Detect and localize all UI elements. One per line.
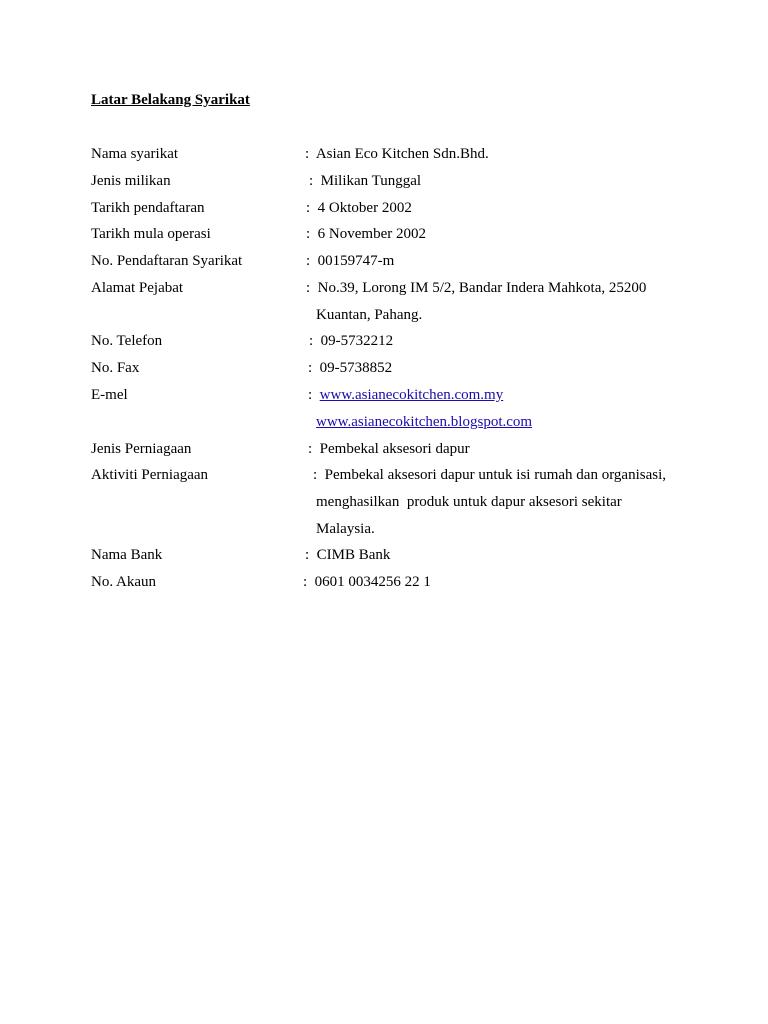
info-row-alamat-pejabat [0, 280, 768, 302]
info-row-emel-continued [0, 414, 768, 436]
field-label: Jenis Perniagaan [91, 441, 192, 457]
field-value: : 09-5738852 [308, 360, 393, 376]
info-row-nama-bank [0, 547, 768, 569]
info-row-tarikh-pendaftaran [0, 200, 768, 222]
field-label: Alamat Pejabat [91, 280, 184, 296]
info-row-no-pendaftaran [0, 253, 768, 275]
info-row-aktiviti-continued [0, 521, 768, 543]
field-value: : Milikan Tunggal [309, 173, 422, 189]
field-value [308, 387, 503, 404]
field-value: : Pembekal aksesori dapur [308, 441, 470, 457]
field-value-continued: menghasilkan produk untuk dapur aksesori sekitar [316, 494, 622, 510]
field-value: : No.39, Lorong IM 5/2, Bandar Indera Mahkota, 25200 [306, 280, 647, 296]
field-value: : 6 November 2002 [306, 226, 426, 242]
section-title: Latar Belakang Syarikat [91, 92, 250, 108]
field-label: Tarikh mula operasi [91, 226, 211, 242]
field-separator: : [308, 387, 320, 403]
field-label: E-mel [91, 387, 128, 403]
info-row-tarikh-mula-operasi [0, 226, 768, 248]
info-row-aktiviti-perniagaan [0, 467, 768, 489]
info-row-no-fax [0, 360, 768, 382]
info-row-no-telefon [0, 333, 768, 355]
field-value: : Pembekal aksesori dapur untuk isi rumah dan organisasi, [313, 467, 666, 483]
field-value: : 4 Oktober 2002 [306, 200, 412, 216]
field-value: : 0601 0034256 22 1 [303, 574, 431, 590]
field-value: : 00159747-m [306, 253, 395, 269]
field-value: : 09-5732212 [309, 333, 394, 349]
field-value: : Asian Eco Kitchen Sdn.Bhd. [305, 146, 489, 162]
info-row-jenis-milikan [0, 173, 768, 195]
field-label: Nama Bank [91, 547, 163, 563]
field-value-continued: Kuantan, Pahang. [316, 307, 423, 323]
info-row-no-akaun [0, 574, 768, 596]
info-row-jenis-perniagaan [0, 441, 768, 463]
info-row-alamat-continued [0, 307, 768, 329]
info-row-emel [0, 387, 768, 409]
field-value-continued [316, 414, 532, 431]
field-label: No. Akaun [91, 574, 156, 590]
field-label: Tarikh pendaftaran [91, 200, 205, 216]
field-label: Aktiviti Perniagaan [91, 467, 209, 483]
field-label: No. Fax [91, 360, 140, 376]
blog-link[interactable]: www.asianecokitchen.blogspot.com [316, 414, 533, 430]
field-label: Nama syarikat [91, 146, 179, 162]
info-row-aktiviti-continued [0, 494, 768, 516]
field-label: No. Telefon [91, 333, 163, 349]
info-row-nama-syarikat [0, 146, 768, 168]
field-label: Jenis milikan [91, 173, 171, 189]
website-link[interactable]: www.asianecokitchen.com.my [319, 387, 504, 403]
field-label: No. Pendaftaran Syarikat [91, 253, 243, 269]
field-value: : CIMB Bank [305, 547, 391, 563]
field-value-continued: Malaysia. [316, 521, 375, 537]
